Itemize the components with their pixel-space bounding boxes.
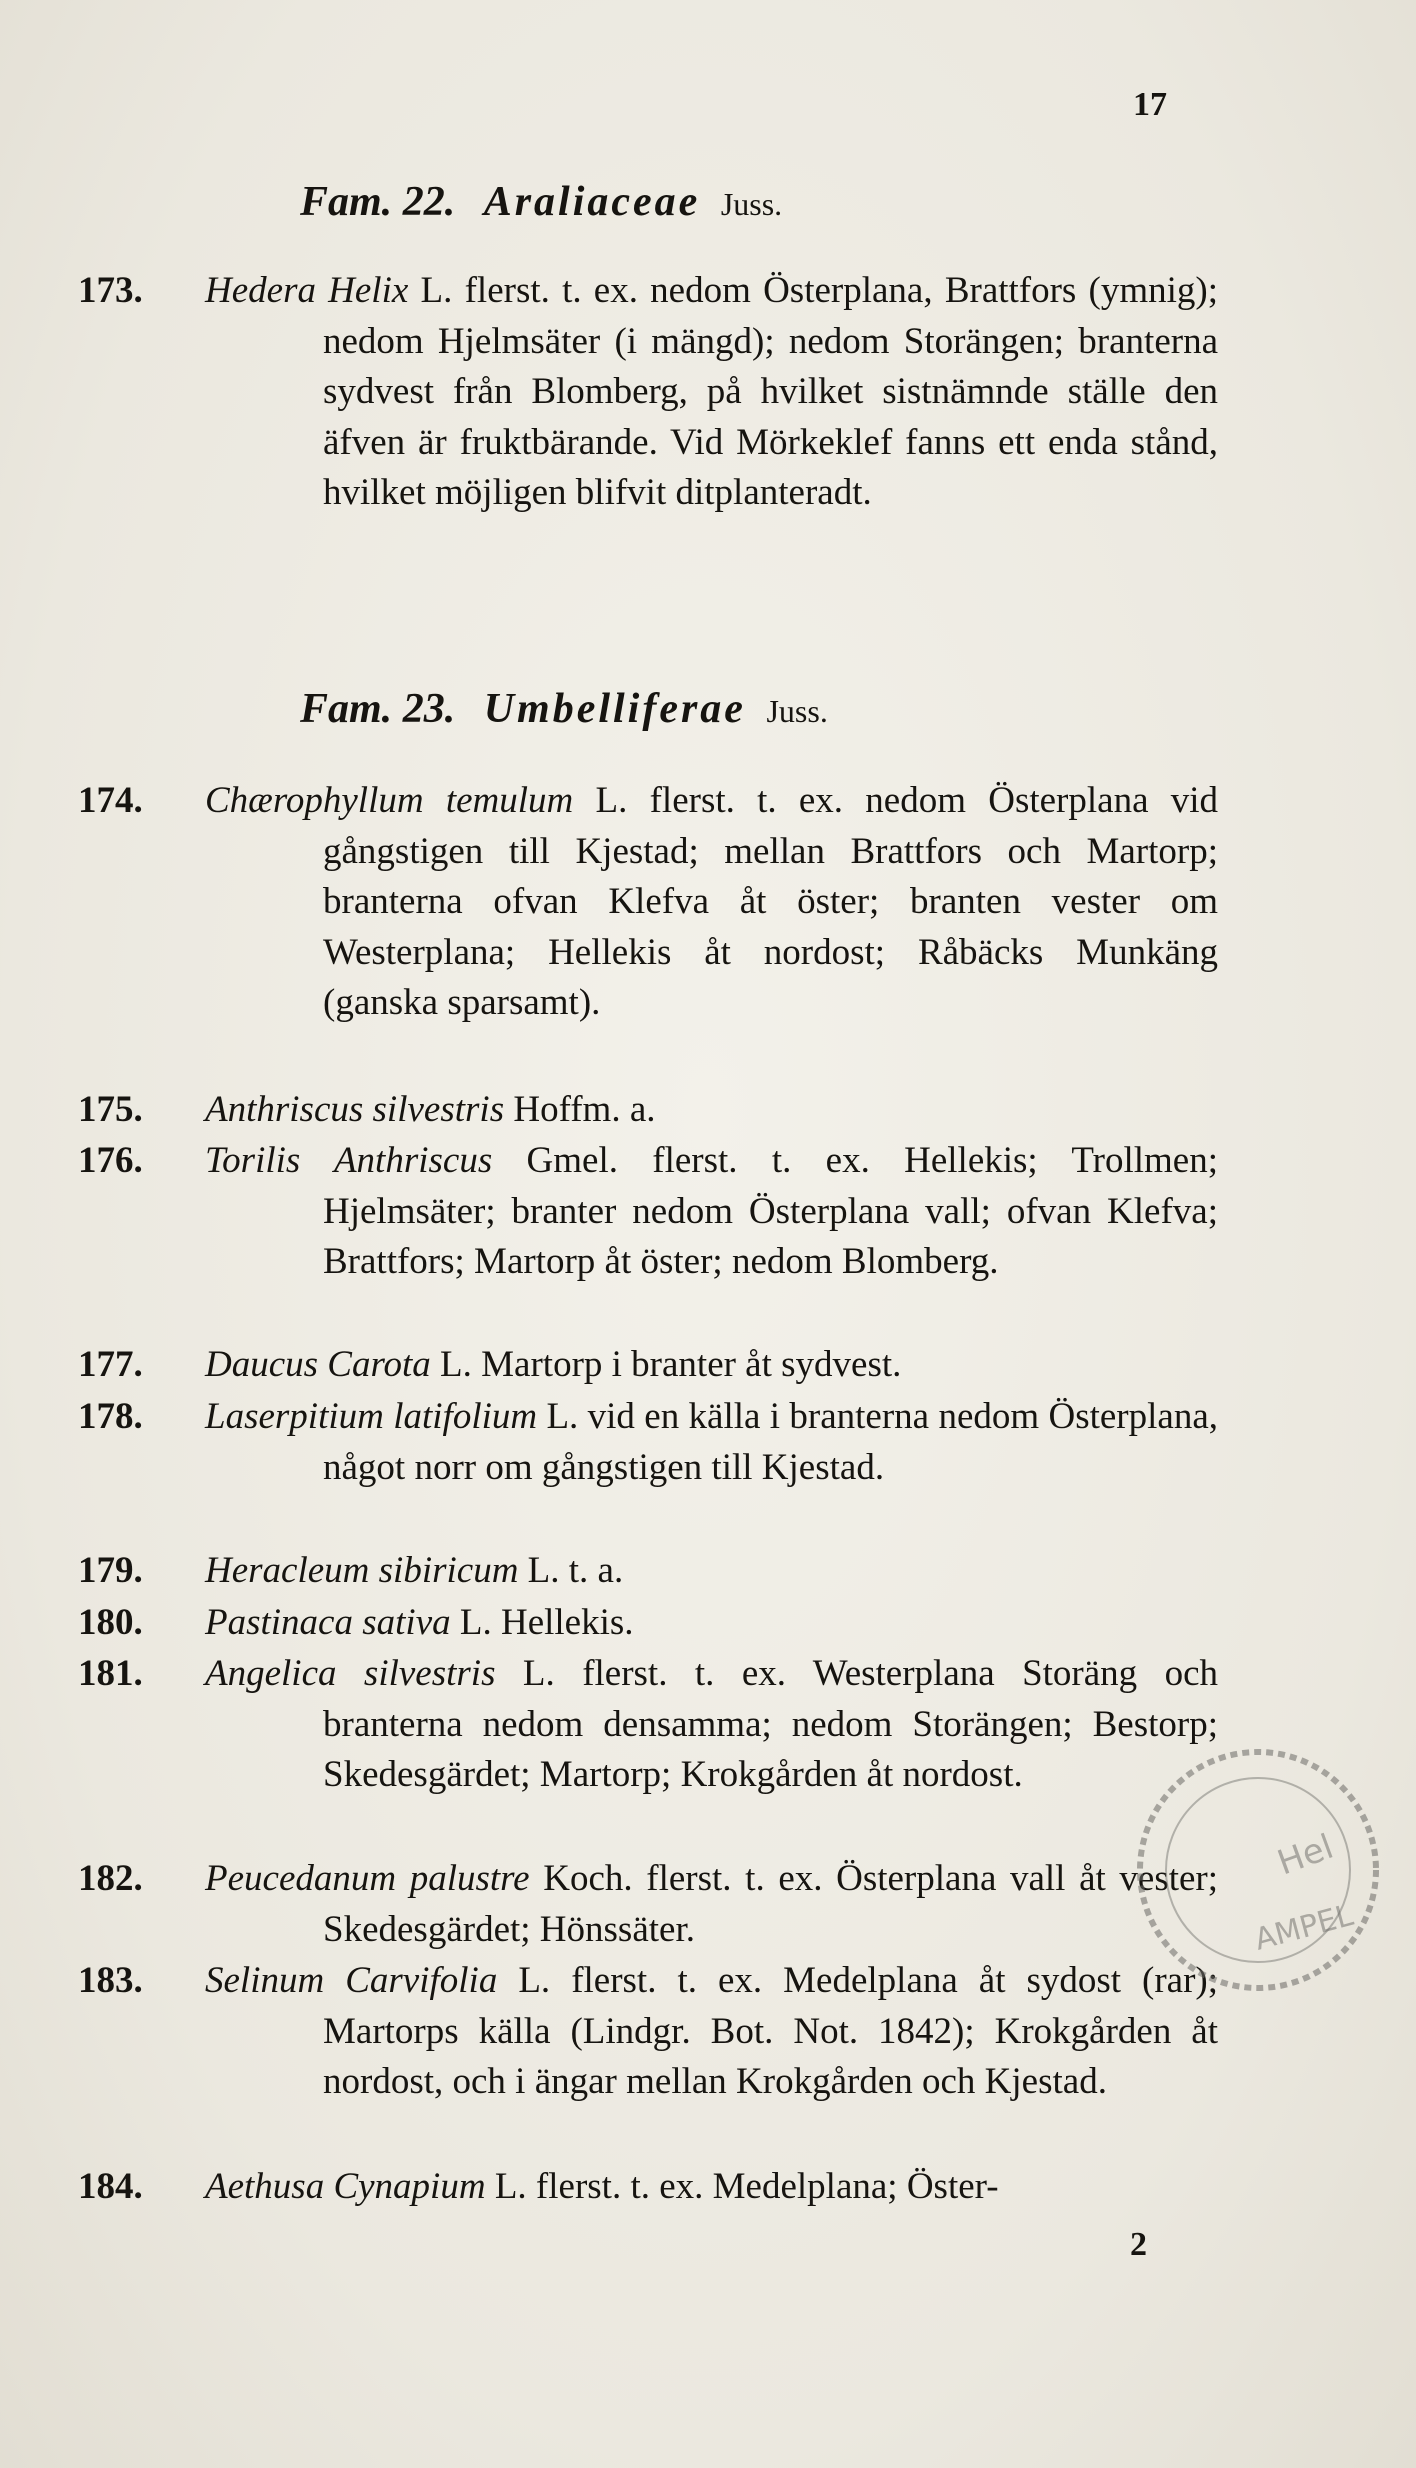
entry-179 — [78, 1546, 1218, 1597]
species-name: Anthriscus silvestris — [205, 1089, 505, 1130]
species-author: L. — [440, 1344, 472, 1385]
species-name: Selinum Carvifolia — [205, 1960, 498, 2001]
species-name: Torilis Anthriscus — [205, 1140, 493, 1181]
species-name: Hedera Helix — [205, 270, 409, 311]
family-name: Araliaceae — [483, 179, 701, 225]
entry-text: flerst. t. ex. nedom Österplana vid gångstigen till Kjestad; mellan Brattfors och Martorp; branterna ofvan Klefva åt öster; branten vester om Westerplana; Hellekis åt nordost; Råbäcks Munkäng (ganska sparsamt). — [323, 780, 1219, 1023]
entry-number: 177. — [78, 1344, 143, 1385]
entry-number: 181. — [78, 1653, 143, 1694]
family-label: Fam. — [300, 179, 393, 225]
family-heading-umbelliferae — [300, 685, 828, 733]
entry-174 — [78, 776, 1218, 1029]
family-number: 22. — [402, 179, 456, 225]
signature-mark: 2 — [1130, 2226, 1147, 2263]
family-name: Umbelliferae — [483, 686, 746, 732]
family-author: Juss. — [720, 186, 783, 222]
entry-181 — [78, 1649, 1218, 1801]
species-author: L. — [459, 1602, 492, 1643]
entry-number: 174. — [78, 780, 143, 821]
species-name: Chærophyllum temulum — [205, 780, 574, 821]
species-author: L. — [595, 780, 628, 821]
entry-text: flerst. t. ex. Österplana vall åt vester; Skedesgärdet; Hönssäter. — [323, 1858, 1219, 1950]
entry-number: 178. — [78, 1396, 143, 1437]
entry-173 — [78, 266, 1218, 519]
page-number: 17 — [1133, 86, 1167, 123]
species-name: Peucedanum palustre — [205, 1858, 530, 1899]
entry-text: vid en källa i branterna nedom Österplana, något norr om gångstigen till Kjestad. — [323, 1396, 1219, 1488]
entry-number: 173. — [78, 270, 143, 311]
species-author: L. — [527, 1550, 560, 1591]
entry-text: flerst. t. ex. Westerplana Storäng och branterna nedom densamma; nedom Storängen; Bestorp; Skedesgärdet; Martorp; Krokgården åt nordost. — [323, 1653, 1219, 1795]
entry-182 — [78, 1854, 1218, 1955]
family-heading-araliaceae — [300, 178, 782, 226]
entry-text: flerst. t. ex. nedom Österplana, Brattfors (ymnig); nedom Hjelmsäter (i mängd); nedom Storängen; branterna sydvest från Blomberg, på hvilket sistnämnde ställe den äfven är fruktbärande. Vid Mörkeklef fanns ett enda stånd, hvilket möjligen blifvit ditplanteradt. — [323, 270, 1219, 513]
species-author: L. — [546, 1396, 579, 1437]
entry-text: t. a. — [568, 1550, 624, 1591]
entry-175 — [78, 1085, 1218, 1136]
species-author: Gmel. — [526, 1140, 618, 1181]
svg-text:AMPEL: AMPEL — [1251, 1897, 1357, 1958]
entry-text: Martorp i branter åt sydvest. — [481, 1344, 902, 1385]
family-author: Juss. — [766, 693, 828, 729]
svg-text:Hel: Hel — [1272, 1826, 1339, 1884]
entry-number: 179. — [78, 1550, 143, 1591]
species-author: L. — [522, 1653, 555, 1694]
entry-183 — [78, 1956, 1218, 2108]
entry-number: 175. — [78, 1089, 143, 1130]
library-stamp — [1123, 1735, 1393, 2005]
entry-178 — [78, 1392, 1218, 1493]
entry-text: flerst. t. ex. Medelplana; Öster- — [535, 2166, 999, 2207]
entry-number: 182. — [78, 1858, 143, 1899]
entry-number: 176. — [78, 1140, 143, 1181]
species-author: L. — [494, 2166, 527, 2207]
species-name: Laserpitium latifolium — [205, 1396, 538, 1437]
entry-177 — [78, 1340, 1218, 1391]
entry-text: flerst. t. ex. Hellekis; Trollmen; Hjelmsäter; branter nedom Österplana vall; ofvan Klefva; Brattfors; Martorp åt öster; nedom Blomberg. — [323, 1140, 1219, 1282]
species-name: Daucus Carota — [205, 1344, 431, 1385]
species-author: Hoffm. — [513, 1089, 621, 1130]
species-name: Angelica silvestris — [205, 1653, 496, 1694]
species-name: Pastinaca sativa — [205, 1602, 451, 1643]
family-number: 23. — [402, 686, 456, 732]
entry-176 — [78, 1136, 1218, 1288]
entry-180 — [78, 1598, 1218, 1649]
entry-184 — [78, 2162, 1218, 2213]
entry-number: 180. — [78, 1602, 143, 1643]
species-name: Aethusa Cynapium — [205, 2166, 486, 2207]
entry-number: 184. — [78, 2166, 143, 2207]
family-label: Fam. — [300, 686, 393, 732]
species-name: Heracleum sibiricum — [205, 1550, 519, 1591]
entry-number: 183. — [78, 1960, 143, 2001]
entry-text: Hellekis. — [500, 1602, 634, 1643]
species-author: L. — [518, 1960, 551, 2001]
species-author: Koch. — [543, 1858, 633, 1899]
species-author: L. — [420, 270, 453, 311]
entry-text: a. — [629, 1089, 656, 1130]
entry-text: flerst. t. ex. Medelplana åt sydost (rar); Martorps källa (Lindgr. Bot. Not. 1842); Krokgården åt nordost, och i ängar mellan Krokgården och Kjestad. — [323, 1960, 1219, 2102]
